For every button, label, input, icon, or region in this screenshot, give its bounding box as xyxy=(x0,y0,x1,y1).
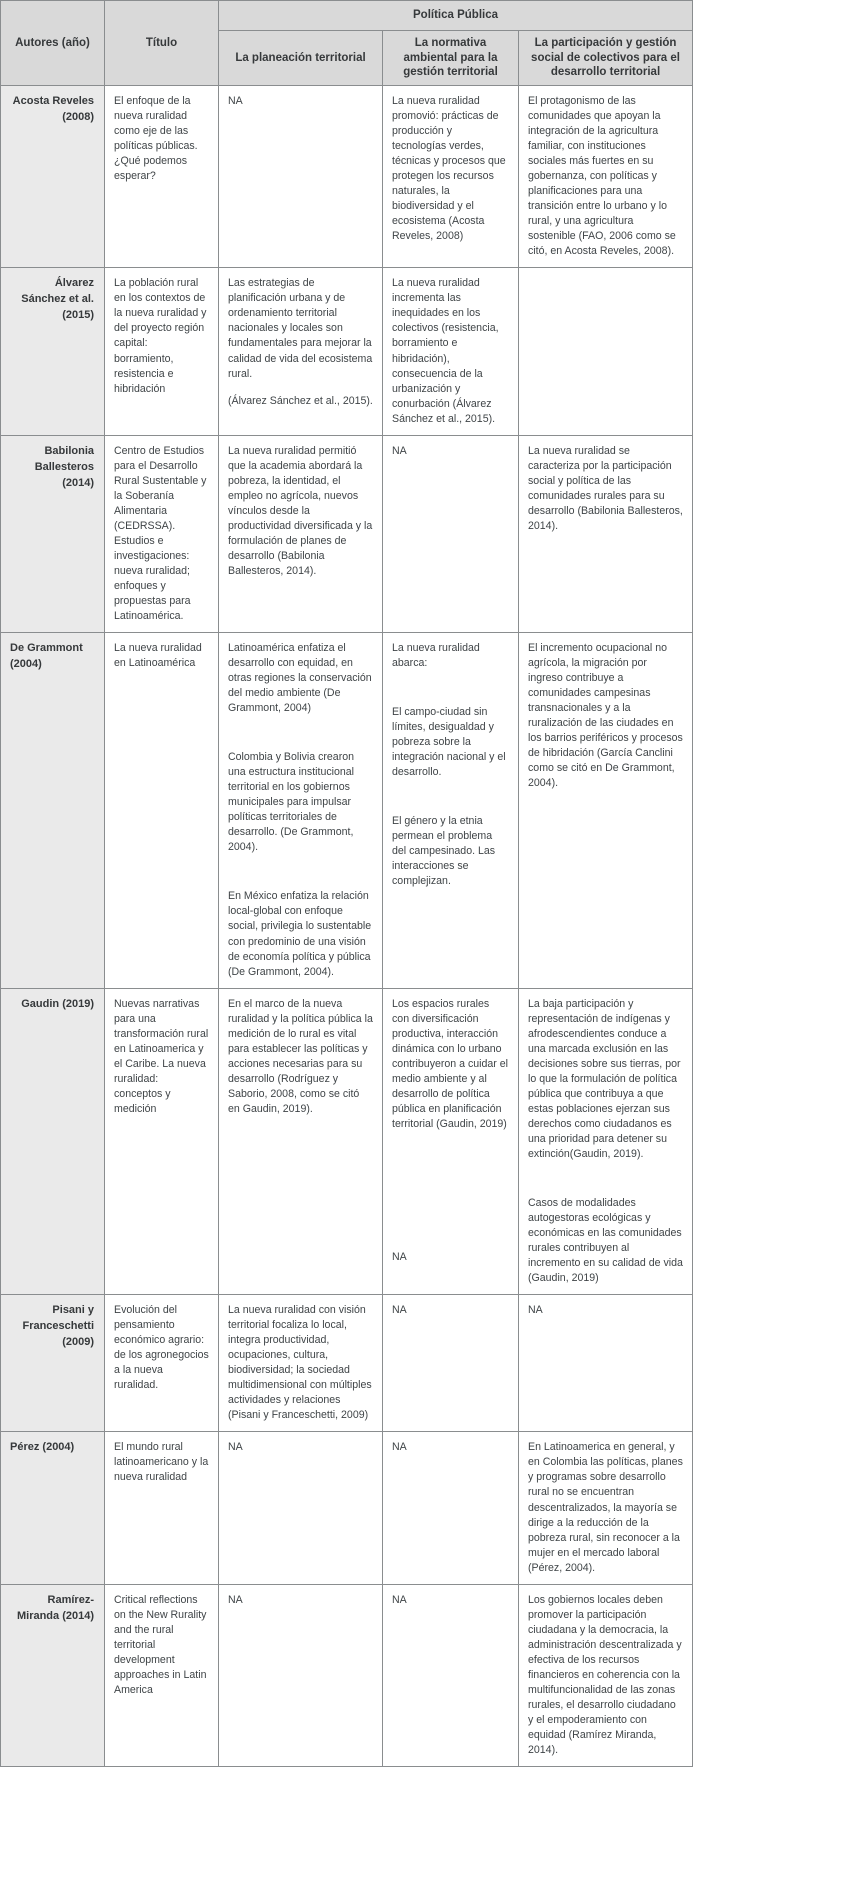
paragraph: Latinoamérica enfatiza el desarrollo con equidad, en otras regiones la conservación del medio ambiente (De Grammont, 2004) xyxy=(228,642,372,715)
column-header-normativa-ambiental: La normativa ambiental para la gestión territorial xyxy=(383,30,519,85)
table-row xyxy=(1,86,693,268)
cell-autor: Pisani y Franceschetti (2009) xyxy=(1,1295,105,1432)
cell-participacion xyxy=(519,268,693,435)
cell-planeacion: NA xyxy=(219,86,383,268)
cell-titulo: El enfoque de la nueva ruralidad como eje de las políticas públicas. ¿Qué podemos esperar? xyxy=(105,86,219,268)
column-group-header-politica-publica: Política Pública xyxy=(219,1,693,31)
cell-normativa xyxy=(383,988,519,1295)
table-row xyxy=(1,988,693,1295)
table-row xyxy=(1,435,693,632)
paragraph: El género y la etnia permean el problema del campesinado. Las interacciones se complejizan. xyxy=(392,815,496,888)
table-row xyxy=(1,1295,693,1432)
cell-autor: Acosta Reveles (2008) xyxy=(1,86,105,268)
paragraph: La baja participación y representación de indígenas y afrodescendientes conduce a una marcada exclusión en las decisiones sobre sus tierras, por lo que la formulación de política pública que contribuya a que estas poblaciones ejerzan sus derechos como ciudadanos es una prioridad para detener su extinción(Gaudin, 2019). xyxy=(528,997,681,1160)
cell-normativa: NA xyxy=(383,1432,519,1584)
cell-titulo: La nueva ruralidad en Latinoamérica xyxy=(105,633,219,989)
cell-titulo: Critical reflections on the New Rurality and the rural territorial development approaches in Latin America xyxy=(105,1584,219,1766)
cell-titulo: El mundo rural latinoamericano y la nueva ruralidad xyxy=(105,1432,219,1584)
table-body xyxy=(1,86,693,1767)
cell-planeacion: NA xyxy=(219,1432,383,1584)
table-row xyxy=(1,1584,693,1766)
table-row xyxy=(1,1432,693,1584)
cell-autor: Babilonia Ballesteros (2014) xyxy=(1,435,105,632)
cell-normativa: NA xyxy=(383,435,519,632)
cell-planeacion: NA xyxy=(219,1584,383,1766)
column-header-autores: Autores (año) xyxy=(1,1,105,86)
cell-autor: Álvarez Sánchez et al. (2015) xyxy=(1,268,105,435)
cell-participacion: Los gobiernos locales deben promover la participación ciudadana y la democracia, la administración descentralizada y efectiva de los recursos financieros en coherencia con la multifuncionalidad de las zonas rurales, el desarrollo ciudadano y el empoderamiento con equidad (Ramírez Miranda, 2014). xyxy=(519,1584,693,1766)
cell-autor: Gaudin (2019) xyxy=(1,988,105,1295)
cell-normativa: NA xyxy=(383,1584,519,1766)
cell-normativa: La nueva ruralidad incrementa las inequidades en los colectivos (resistencia, borramiento e hibridación), consecuencia de la urbanización y conurbación (Álvarez Sánchez et al., 2015). xyxy=(383,268,519,435)
column-header-titulo: Título xyxy=(105,1,219,86)
cell-planeacion: La nueva ruralidad permitió que la academia abordará la pobreza, la identidad, el empleo no agrícola, nuevos vínculos desde la productividad diversificada y la formulación de planes de desarrollo (Babilonia Ballesteros, 2014). xyxy=(219,435,383,632)
cell-normativa: La nueva ruralidad promovió: prácticas de producción y tecnologías verdes, técnicas y procesos que protegen los recursos naturales, la biodiversidad y el ecosistema (Acosta Reveles, 2008) xyxy=(383,86,519,268)
cell-titulo: La población rural en los contextos de la nueva ruralidad y del proyecto región capital: borramiento, resistencia e hibridación xyxy=(105,268,219,435)
cell-autor: De Grammont (2004) xyxy=(1,633,105,989)
cell-planeacion: La nueva ruralidad con visión territorial focaliza lo local, integra productividad, ocupaciones, cultura, biodiversidad; la sociedad multidimensional con múltiples actividades y relaciones (Pisani y Franceschetti, 2009) xyxy=(219,1295,383,1432)
cell-planeacion: En el marco de la nueva ruralidad y la política pública la medición de lo rural es vital para establecer las políticas y acciones necesarias para su desarrollo (Rodríguez y Saborio, 2008, como se citó en Gaudin, 2019). xyxy=(219,988,383,1295)
cell-participacion: La nueva ruralidad se caracteriza por la participación social y política de las comunidades rurales para su desarrollo (Babilonia Ballesteros, 2014). xyxy=(519,435,693,632)
header-row-top xyxy=(1,1,693,31)
cell-participacion xyxy=(519,988,693,1295)
cell-participacion: En Latinoamerica en general, y en Colombia las políticas, planes y programas sobre desarrollo rural no se encuentran descentralizados, la mayoría se dirige a la reducción de la pobreza rural, sin reconocer a la mujer en el mercado laboral (Pérez, 2004). xyxy=(519,1432,693,1584)
cell-titulo: Nuevas narrativas para una transformación rural en Latinoamerica y el Caribe. La nueva ruralidad: conceptos y medición xyxy=(105,988,219,1295)
paragraph: En México enfatiza la relación local-global con enfoque social, privilegia lo sustentable con predominio de una visión de economía política y pública (De Grammont, 2004). xyxy=(228,890,372,978)
paragraph: Colombia y Bolivia crearon una estructura institucional territorial en los gobiernos municipales para impulsar políticas territoriales de desarrollo. (De Grammont, 2004). xyxy=(228,751,355,854)
column-header-planeacion-territorial: La planeación territorial xyxy=(219,30,383,85)
table-row xyxy=(1,633,693,989)
paragraph: NA xyxy=(392,1250,407,1263)
paragraph: El campo-ciudad sin límites, desigualdad y pobreza sobre la integración nacional y el desarrollo. xyxy=(392,706,506,779)
cell-participacion: El protagonismo de las comunidades que apoyan la integración de la agricultura familiar, con instituciones sociales más fuertes en su gobernanza, con políticas y planificaciones para una transición entre lo urbano y lo rural, y una agricultura sostenible (FAO, 2006 como se citó, en Acosta Reveles, 2008). xyxy=(519,86,693,268)
cell-normativa: NA xyxy=(383,1295,519,1432)
table-row xyxy=(1,268,693,435)
paragraph: (Álvarez Sánchez et al., 2015). xyxy=(228,394,373,407)
cell-titulo: Evolución del pensamiento económico agrario: de los agronegocios a la nueva ruralidad. xyxy=(105,1295,219,1432)
cell-participacion: NA xyxy=(519,1295,693,1432)
cell-normativa xyxy=(383,633,519,989)
table-header xyxy=(1,1,693,86)
paragraph: Casos de modalidades autogestoras ecológicas y económicas en las comunidades rurales contribuyen al incremento en su calidad de vida (Gaudin, 2019) xyxy=(528,1196,683,1285)
column-header-participacion-gestion-social: La participación y gestión social de colectivos para el desarrollo territorial xyxy=(519,30,693,85)
cell-titulo: Centro de Estudios para el Desarrollo Rural Sustentable y la Soberanía Alimentaria (CEDRSSA). Estudios e investigaciones: nueva ruralidad; enfoques y propuestas para Latinoamérica. xyxy=(105,435,219,632)
paragraph: La nueva ruralidad abarca: xyxy=(392,642,480,670)
cell-planeacion xyxy=(219,633,383,989)
cell-planeacion xyxy=(219,268,383,435)
cell-autor: Pérez (2004) xyxy=(1,1432,105,1584)
cell-autor: Ramírez-Miranda (2014) xyxy=(1,1584,105,1766)
paragraph: Los espacios rurales con diversificación productiva, interacción dinámica con lo urbano contribuyeron a cuidar el medio ambiente y al desarrollo de política pública en planificación territorial (Gaudin, 2019) xyxy=(392,997,509,1130)
paragraph: Las estrategias de planificación urbana y de ordenamiento territorial nacionales y locales son fundamentales para mejorar la calidad de vida del ecosistema rural. xyxy=(228,277,373,380)
cell-participacion: El incremento ocupacional no agrícola, la migración por ingreso contribuye a comunidades campesinas transnacionales y a la ruralización de las ciudades en los barrios periféricos y procesos de hibridación (García Canclini como se citó en De Grammont, 2004). xyxy=(519,633,693,989)
